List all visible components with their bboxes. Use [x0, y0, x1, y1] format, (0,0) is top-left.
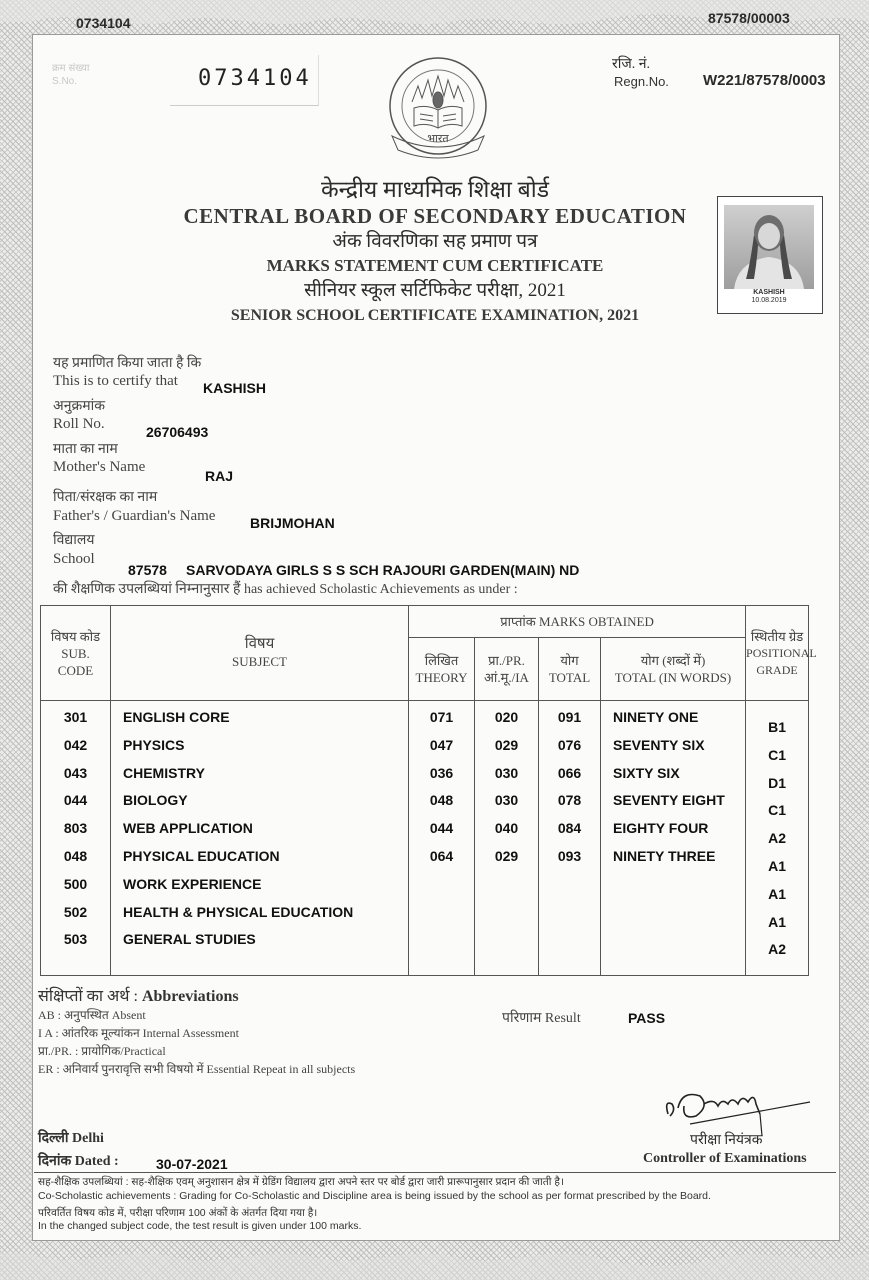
issue-date: 30-07-2021 [156, 1156, 228, 1172]
cell-total [539, 904, 600, 932]
cell-grade: A2 [768, 941, 786, 958]
header-code-en2: CODE [57, 662, 94, 678]
regn-label-en: Regn.No. [614, 74, 669, 89]
cell-theory: 047 [429, 736, 454, 753]
cell-grade: A1 [768, 913, 786, 930]
header-code-en1: SUB. [61, 645, 90, 661]
board-title-en: CENTRAL BOARD OF SECONDARY EDUCATION [183, 204, 687, 228]
cell-grade: A1 [768, 885, 786, 902]
father-label-en: Father's / Guardian's Name [53, 508, 216, 524]
roll-label-hi: अनुक्रमांक [53, 399, 105, 414]
cell-theory: 048 [429, 792, 454, 809]
document-title-hi: अंक विवरणिका सह प्रमाण पत्र [332, 231, 538, 252]
header-practical [475, 638, 539, 701]
abbreviations-section [38, 988, 355, 1078]
cell-total: 091 [557, 709, 582, 725]
serial-number: 0734104 [198, 66, 312, 91]
cell-words [613, 904, 745, 932]
cell-words [613, 931, 745, 959]
header-positional-grade [746, 606, 817, 701]
cell-words: NINETY THREE [613, 847, 716, 864]
mother-label-hi: माता का नाम [53, 442, 118, 457]
header-grade-hi: स्थितीय ग्रेड [750, 628, 804, 644]
bottom-wave-border [0, 1240, 869, 1280]
header-total-hi: योग [560, 653, 579, 668]
school-code: 87578 [128, 562, 167, 578]
cell-words: EIGHTY FOUR [613, 820, 709, 837]
cell-subject: PHYSICS [123, 736, 185, 753]
school-label-en: School [53, 551, 95, 567]
header-subject [111, 606, 409, 701]
cell-total: 084 [557, 820, 582, 837]
cell-subject: WORK EXPERIENCE [123, 875, 262, 892]
cell-words: NINETY ONE [613, 709, 699, 725]
place: दिल्ली Delhi [38, 1131, 104, 1146]
cell-theory: 064 [429, 847, 454, 864]
regn-label-hi: रजि. नं. [612, 57, 651, 72]
serial-label [52, 62, 89, 88]
student-photo [724, 205, 814, 289]
abbreviations-title [38, 988, 355, 1006]
serial-label-hi: क्रम संख्या [52, 63, 90, 74]
result-label: परिणाम Result [502, 1011, 581, 1026]
cell-code: 044 [63, 792, 88, 809]
header-theory-en: THEORY [415, 670, 468, 685]
cell-subject: HEALTH & PHYSICAL EDUCATION [123, 903, 354, 920]
header-code-hi: विषय कोड [50, 628, 101, 644]
cell-theory: 036 [429, 764, 454, 781]
cell-words: SEVENTY SIX [613, 736, 705, 753]
cell-pr: 040 [494, 820, 519, 837]
abbreviation-item: ER : अनिवार्य पुनरावृत्ति सभी विषयो में Essential Repeat in all subjects [38, 1062, 356, 1076]
cell-grade: A1 [768, 857, 786, 874]
cell-subject: WEB APPLICATION [123, 820, 253, 837]
cell-code: 043 [63, 764, 88, 781]
person-silhouette-icon [724, 205, 814, 289]
abbreviation-item: प्रा./PR. : प्रायोगिक/Practical [38, 1044, 166, 1058]
col-theory [409, 701, 475, 976]
header-pr-hi: प्रा./PR. [488, 653, 525, 668]
header-words-hi: योग (शब्दों में) [640, 653, 706, 668]
header-theory [409, 638, 475, 701]
cell-pr [475, 904, 538, 932]
header-pr-en: आं.मू./IA [484, 670, 529, 685]
header-marks-hi: प्राप्तांक [500, 614, 536, 629]
footer-line2-hi: परिवर्तित विषय कोड में, परीक्षा परिणाम 100 अंकों के अंतर्गत दिया गया है। [38, 1207, 318, 1219]
cell-theory [409, 876, 474, 904]
cell-grade: D1 [768, 774, 786, 791]
logo-text: भारत [427, 133, 449, 145]
abbreviation-item: AB : अनुपस्थित Absent [38, 1008, 146, 1022]
col-codes [41, 701, 111, 976]
abbreviation-item: I A : आंतरिक मूल्यांकन Internal Assessment [38, 1026, 239, 1040]
student-photo-frame [717, 196, 823, 314]
cell-grade: C1 [768, 746, 786, 763]
cell-pr [475, 931, 538, 959]
father-label-hi: पिता/संरक्षक का नाम [53, 490, 158, 505]
mother-label-en: Mother's Name [53, 459, 146, 475]
footer-divider [34, 1172, 836, 1173]
dated-label: दिनांक Dated : [38, 1154, 119, 1169]
footer-line1-en: Co-Scholastic achievements : Grading for Co-Scholastic and Discipline area is being issued by the school as per format prescribed by the Board. [38, 1190, 711, 1202]
cell-grade: B1 [768, 719, 786, 735]
top-school-code: 87578/00003 [708, 10, 790, 26]
cell-total [539, 931, 600, 959]
header-words-en: TOTAL (IN WORDS) [614, 670, 732, 685]
cell-code: 502 [63, 903, 88, 920]
cell-words [613, 876, 745, 904]
cell-total: 078 [557, 792, 582, 809]
col-total [539, 701, 601, 976]
controller-title-en: Controller of Examinations [643, 1151, 807, 1166]
exam-title-hi: सीनियर स्कूल सर्टिफिकेट परीक्षा, 2021 [304, 280, 566, 301]
school-label-hi: विद्यालय [53, 533, 95, 548]
certify-label-en: This is to certify that [53, 373, 178, 389]
achieved-hi: की शैक्षणिक उपलब्धियां निम्नानुसार हैं [53, 582, 241, 597]
cell-subject: CHEMISTRY [123, 764, 205, 781]
header-total [539, 638, 601, 701]
exam-title-en: SENIOR SCHOOL CERTIFICATE EXAMINATION, 2021 [230, 307, 640, 324]
abbreviations-title-hi: संक्षिप्तों का अर्थ : [38, 988, 138, 1005]
cell-code: 500 [63, 875, 88, 892]
cell-total: 093 [557, 847, 582, 864]
roll-label-en: Roll No. [53, 416, 105, 432]
cell-pr: 029 [494, 847, 519, 864]
cell-pr: 030 [494, 792, 519, 809]
serial-label-en: S.No. [52, 76, 78, 87]
cell-grade: A2 [768, 830, 786, 847]
regn-number: W221/87578/0003 [703, 72, 826, 89]
abbreviations-title-en: Abbreviations [141, 988, 239, 1005]
header-subject-en: SUBJECT [232, 654, 287, 669]
cell-subject: PHYSICAL EDUCATION [123, 847, 280, 864]
header-marks-obtained [409, 606, 746, 638]
cell-code: 503 [63, 931, 88, 948]
cell-words: SEVENTY EIGHT [613, 792, 725, 809]
document-title-en: MARKS STATEMENT CUM CERTIFICATE [266, 256, 604, 275]
result-value: PASS [628, 1010, 666, 1026]
photo-caption-date: 10.08.2019 [751, 297, 787, 304]
cell-total: 066 [557, 764, 582, 781]
marks-table [40, 605, 817, 976]
cell-theory [409, 931, 474, 959]
cell-subject: GENERAL STUDIES [123, 931, 256, 948]
certify-label-hi: यह प्रमाणित किया जाता है कि [53, 356, 202, 371]
col-grade [746, 701, 809, 976]
header-grade-en1: POSITIONAL [746, 645, 817, 660]
header-theory-hi: लिखित [424, 653, 459, 668]
footer-line1-hi: सह-शैक्षिक उपलब्धियां : सह-शैक्षिक एवम् अनुशासन क्षेत्र में ग्रेडिंग विद्यालय द्वारा अपने स्तर पर बोर्ड द्वारा जारी प्रारूपानुसार प्रदान की जाती है। [38, 1176, 564, 1188]
achieved-line [53, 579, 518, 598]
cell-subject: ENGLISH CORE [123, 709, 230, 725]
cell-theory: 071 [429, 709, 454, 725]
title-block [150, 176, 720, 327]
cell-subject: BIOLOGY [123, 792, 188, 809]
controller-title-hi: परीक्षा नियंत्रक [690, 1133, 763, 1148]
student-name: KASHISH [203, 380, 267, 396]
father-name: BRIJMOHAN [250, 515, 335, 531]
cell-theory [409, 904, 474, 932]
cell-pr: 020 [494, 709, 519, 725]
photo-caption-name: KASHISH [753, 289, 785, 296]
cbse-logo-icon [378, 50, 498, 168]
photo-caption [724, 289, 814, 305]
cell-theory: 044 [429, 820, 454, 837]
top-serial-number: 0734104 [76, 15, 131, 31]
cell-grade: C1 [768, 802, 786, 819]
col-practical [475, 701, 539, 976]
header-subject-hi: विषय [244, 636, 275, 652]
header-marks-en: MARKS OBTAINED [538, 614, 654, 629]
header-total-en: TOTAL [548, 670, 591, 685]
cell-pr: 030 [494, 764, 519, 781]
header-total-words [601, 638, 746, 701]
achieved-en: has achieved Scholastic Achievements as under : [243, 582, 518, 597]
footer-line2-en: In the changed subject code, the test result is given under 100 marks. [38, 1220, 362, 1232]
cell-code: 048 [63, 847, 88, 864]
cell-total: 076 [557, 736, 582, 753]
header-sub-code [41, 606, 111, 701]
roll-number: 26706493 [146, 424, 209, 440]
cell-pr: 029 [494, 736, 519, 753]
board-title-hi: केन्द्रीय माध्यमिक शिक्षा बोर्ड [320, 177, 550, 202]
mother-name: RAJ [205, 468, 234, 484]
cell-code: 042 [63, 736, 88, 753]
cell-total [539, 876, 600, 904]
school-name: SARVODAYA GIRLS S S SCH RAJOURI GARDEN(MAIN) ND [186, 562, 580, 578]
col-subjects [111, 701, 409, 976]
cell-pr [475, 876, 538, 904]
cell-code: 803 [63, 820, 88, 837]
cell-code: 301 [63, 709, 88, 725]
cell-words: SIXTY SIX [613, 764, 680, 781]
header-grade-en2: GRADE [756, 662, 798, 677]
col-total-words [601, 701, 746, 976]
